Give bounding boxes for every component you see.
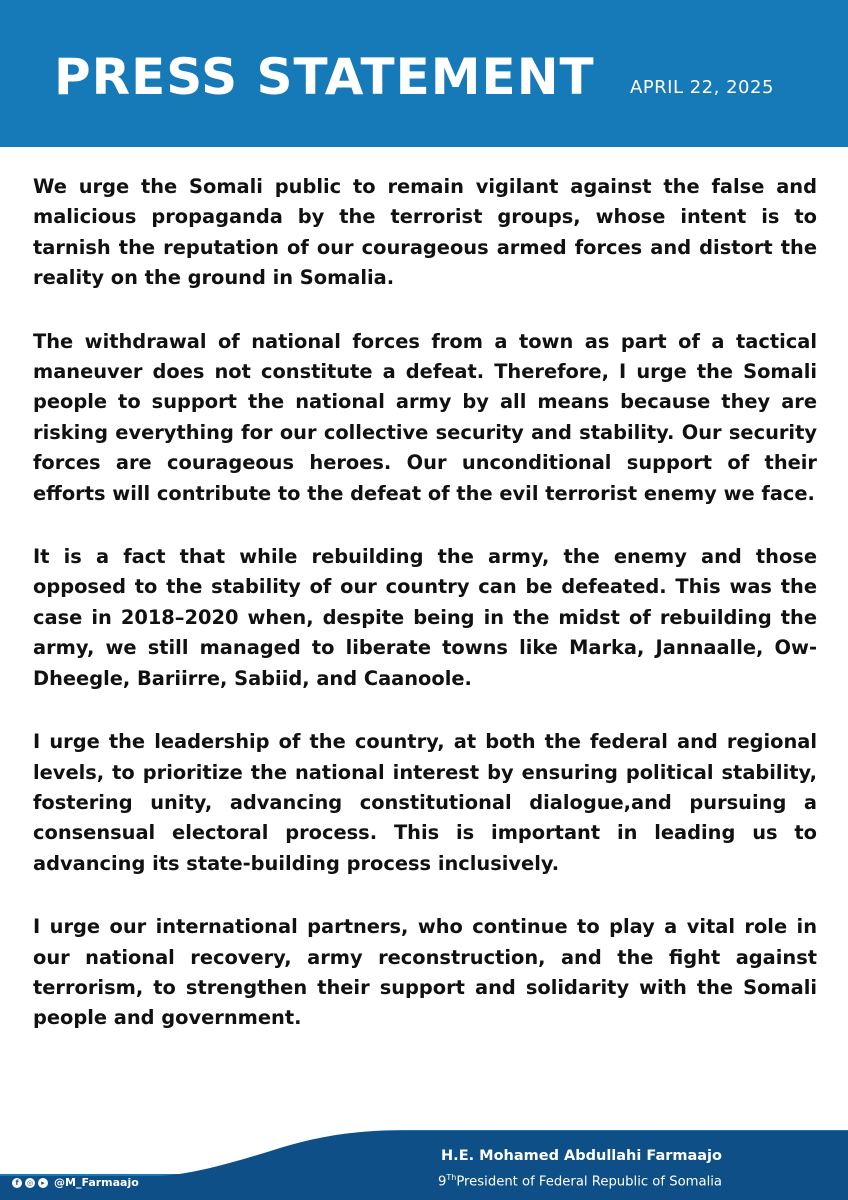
social-handle-group[interactable] (12, 1176, 139, 1189)
statement-body (33, 172, 817, 1067)
youtube-icon[interactable]: ▸ (38, 1178, 48, 1188)
footer (0, 1130, 848, 1200)
signatory-name: H.E. Mohamed Abdullahi Farmaajo (441, 1148, 722, 1164)
signatory-ordinal-suffix: Th (446, 1173, 457, 1182)
footer-wave-shape (0, 1130, 848, 1200)
paragraph-2: The withdrawal of national forces from a town as part of a tactical maneuver does not constitute a defeat. Therefore, I urge the Somali people to support the national army by all means because they are risking everything for our collective security and stability. Our security forces are courageous heroes. Our unconditional support of their efforts will contribute to the defeat of the evil terrorist enemy we face. (33, 329, 817, 505)
paragraph-5: I urge our international partners, who continue to play a vital role in our national recovery, army reconstruction, and the fight against terrorism, to strengthen their support and solidarity with the Somali people and government. (33, 915, 817, 1030)
paragraph-1: We urge the Somali public to remain vigilant against the false and malicious propaganda by the terrorist groups, whose intent is to tarnish the reputation of our courageous armed forces and distort the reality on the ground in Somalia. (33, 175, 817, 290)
facebook-icon[interactable]: f (12, 1178, 22, 1188)
social-handle[interactable]: @M_Farmaajo (54, 1176, 139, 1189)
signatory-role: President of Federal Republic of Somalia (456, 1174, 722, 1190)
paragraph-3: It is a fact that while rebuilding the army, the enemy and those opposed to the stability of our country can be defeated. This was the case in 2018–2020 when, despite being in the midst of rebuilding the army, we still managed to liberate towns like Marka, Jannaalle, Ow-Dheegle, Bariirre, Sabiid, and Caanoole. (33, 545, 817, 690)
page-title: PRESS STATEMENT (54, 48, 595, 106)
signatory-title (438, 1173, 722, 1189)
header-banner (0, 0, 848, 147)
signatory-ordinal: 9 (437, 1174, 447, 1190)
statement-date: APRIL 22, 2025 (630, 77, 774, 98)
paragraph-4: I urge the leadership of the country, at both the federal and regional levels, to prioritize the national interest by ensuring political stability, fostering unity, advancing constitutional dialogue,and pursuing a consensual electoral process. This is important in leading us to advancing its state-building process inclusively. (33, 730, 817, 875)
instagram-icon[interactable]: ◎ (26, 1178, 34, 1187)
